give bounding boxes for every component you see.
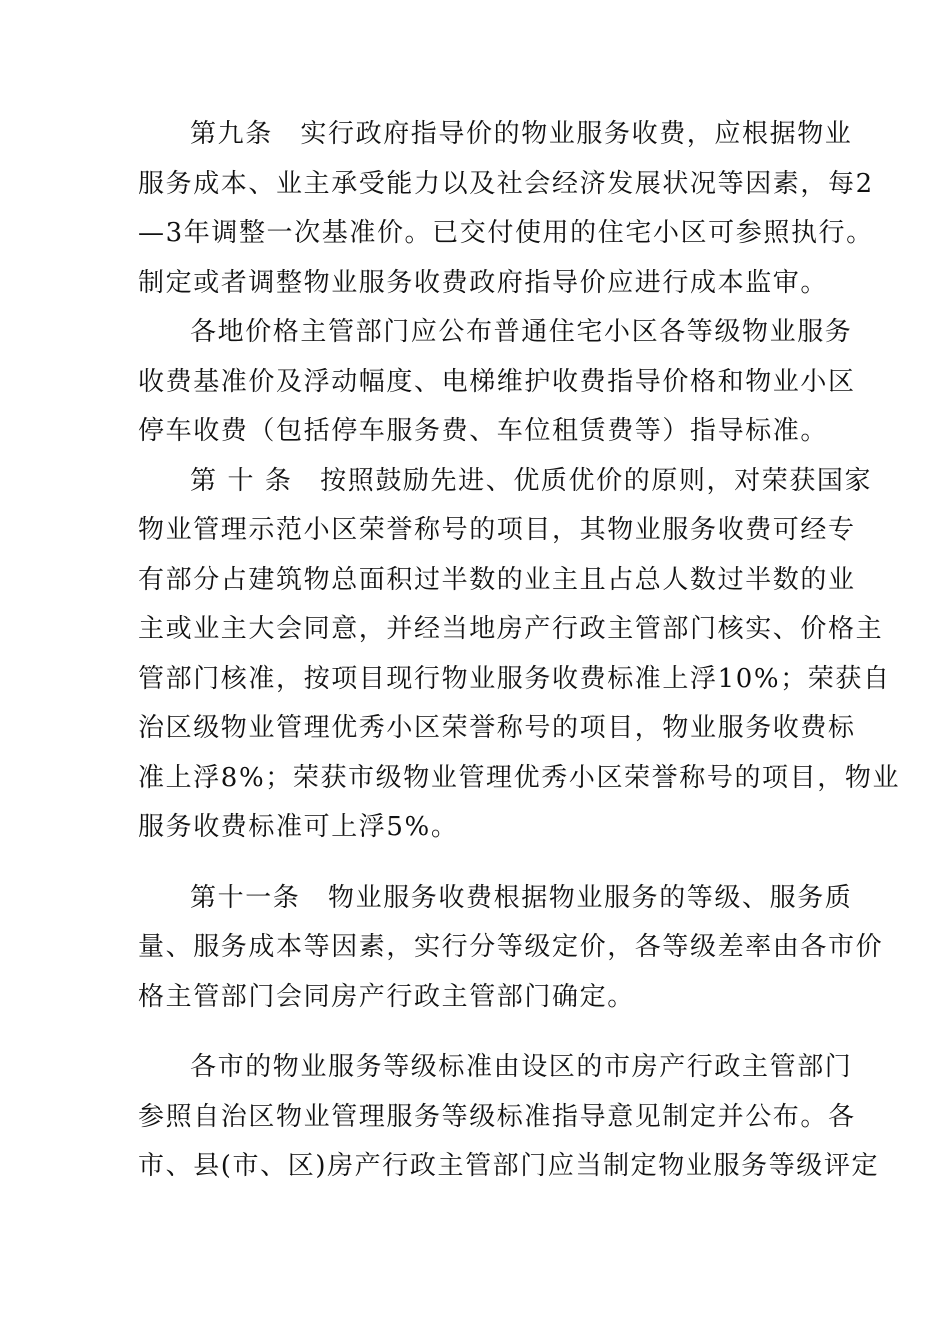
service-grade-paragraph bbox=[138, 1043, 880, 1192]
text-line: 服务成本、业主承受能力以及社会经济发展状况等因素，每2 bbox=[138, 168, 874, 199]
text-line: 第九条 实行政府指导价的物业服务收费，应根据物业 bbox=[190, 119, 853, 149]
text-line: 量、服务成本等因素，实行分等级定价，各等级差率由各市价 bbox=[138, 932, 884, 962]
text-line: 服务收费标准可上浮5%。 bbox=[138, 812, 459, 842]
article-10-paragraph bbox=[138, 457, 901, 853]
paragraph-spacer bbox=[138, 853, 818, 874]
text-line: 市、县(市、区)房产行政主管部门应当制定物业服务等级评定 bbox=[138, 1151, 880, 1181]
text-line: 物业管理示范小区荣誉称号的项目，其物业服务收费可经专 bbox=[138, 515, 856, 545]
text-line: 收费基准价及浮动幅度、电梯维护收费指导价格和物业小区 bbox=[138, 366, 856, 397]
text-line: 各市的物业服务等级标准由设区的市房产行政主管部门 bbox=[190, 1052, 853, 1082]
paragraph-spacer bbox=[138, 1022, 818, 1043]
document-page bbox=[138, 110, 901, 1192]
text-line: 参照自治区物业管理服务等级标准指导意见制定并公布。各 bbox=[138, 1101, 856, 1132]
text-line: 停车收费（包括停车服务费、车位租赁费等）指导标准。 bbox=[138, 416, 829, 446]
text-line: 主或业主大会同意，并经当地房产行政主管部门核实、价格主 bbox=[138, 614, 884, 644]
text-line: 管部门核准，按项目现行物业服务收费标准上浮10%；荣获自 bbox=[138, 663, 891, 694]
text-line: 格主管部门会同房产行政主管部门确定。 bbox=[138, 981, 635, 1012]
article-11-paragraph bbox=[138, 874, 884, 1023]
text-line: 治区级物业管理优秀小区荣誉称号的项目，物业服务收费标 bbox=[138, 713, 856, 743]
text-line: 第 十 条 按照鼓励先进、优质优价的原则，对荣获国家 bbox=[190, 465, 873, 496]
text-line: 准上浮8%；荣获市级物业管理优秀小区荣誉称号的项目，物业 bbox=[138, 762, 901, 793]
text-line: —3年调整一次基准价。已交付使用的住宅小区可参照执行。 bbox=[138, 218, 874, 248]
text-line: 各地价格主管部门应公布普通住宅小区各等级物业服务 bbox=[190, 317, 853, 347]
text-line: 制定或者调整物业服务收费政府指导价应进行成本监审。 bbox=[138, 267, 829, 298]
price-department-paragraph bbox=[138, 308, 856, 457]
article-9-paragraph bbox=[138, 110, 874, 308]
text-line: 第十一条 物业服务收费根据物业服务的等级、服务质 bbox=[190, 882, 853, 913]
text-line: 有部分占建筑物总面积过半数的业主且占总人数过半数的业 bbox=[138, 564, 856, 595]
